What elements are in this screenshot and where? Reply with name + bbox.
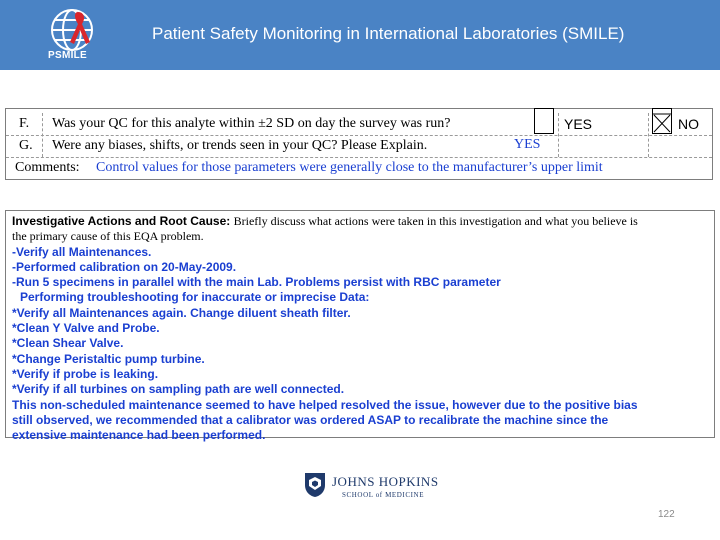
yes-option-label: YES <box>564 116 593 132</box>
qc-questions-table <box>5 108 713 180</box>
conclusion-line: still observed, we recommended that a calibrator was ordered ASAP to recalibrate the machine since the <box>12 412 609 427</box>
investigation-content <box>12 214 708 443</box>
action-line: *Clean Shear Valve. <box>12 336 124 351</box>
investigation-description: the primary cause of this EQA problem. <box>12 229 204 244</box>
row-question: Were any biases, shifts, or trends seen in your QC? Please Explain. <box>52 138 428 153</box>
comments-label: Comments: <box>15 160 80 175</box>
qc-row-g <box>6 135 712 158</box>
comments-row <box>6 157 712 179</box>
action-line: -Verify all Maintenances. <box>12 244 152 259</box>
investigation-heading: Investigative Actions and Root Cause: <box>12 214 231 228</box>
page-title: Patient Safety Monitoring in International Laboratories (SMILE) <box>152 24 625 43</box>
no-option-label: NO <box>678 116 699 132</box>
institution-name: JOHNS HOPKINS <box>332 474 439 489</box>
row-answer: YES <box>514 137 541 152</box>
header-bar <box>0 0 720 70</box>
row-question: Was your QC for this analyte within ±2 SD on day the survey was run? <box>52 116 451 131</box>
page-number: 122 <box>658 509 675 520</box>
action-line: *Change Peristaltic pump turbine. <box>12 351 205 366</box>
yes-checkbox[interactable] <box>534 108 554 134</box>
institution-subtitle: SCHOOL of MEDICINE <box>342 491 425 499</box>
investigation-description: Briefly discuss what actions were taken in this investigation and what you believe is <box>233 214 638 228</box>
no-checkbox-checked[interactable] <box>652 108 672 134</box>
action-line: Performing troubleshooting for inaccurate or imprecise Data: <box>20 290 370 305</box>
shield-icon <box>304 472 326 498</box>
investigation-description-line <box>12 229 708 244</box>
conclusion-line: This non-scheduled maintenance seemed to have helped resolved the issue, however due to the positive bias <box>12 397 638 412</box>
conclusion-line: extensive maintenance had been performed. <box>12 428 266 443</box>
logo-text: PSMILE <box>48 50 88 61</box>
investigation-box <box>5 210 715 443</box>
action-line: *Verify all Maintenances again. Change diluent sheath filter. <box>12 305 351 320</box>
row-label: F. <box>19 116 30 131</box>
qc-row-f <box>6 113 712 136</box>
action-line: -Performed calibration on 20-May-2009. <box>12 259 237 274</box>
action-line: *Verify if probe is leaking. <box>12 366 159 381</box>
investigation-header-line <box>12 214 708 229</box>
checkmark-x-icon <box>653 109 671 133</box>
action-line: *Verify if all turbines on sampling path are well connected. <box>12 382 345 397</box>
row-label: G. <box>19 138 33 153</box>
action-line: -Run 5 specimens in parallel with the main Lab. Problems persist with RBC parameter <box>12 275 501 290</box>
johns-hopkins-logo <box>304 472 444 502</box>
action-line: *Clean Y Valve and Probe. <box>12 321 160 336</box>
comments-text: Control values for those parameters were generally close to the manufacturer’s upper limit <box>96 160 603 175</box>
